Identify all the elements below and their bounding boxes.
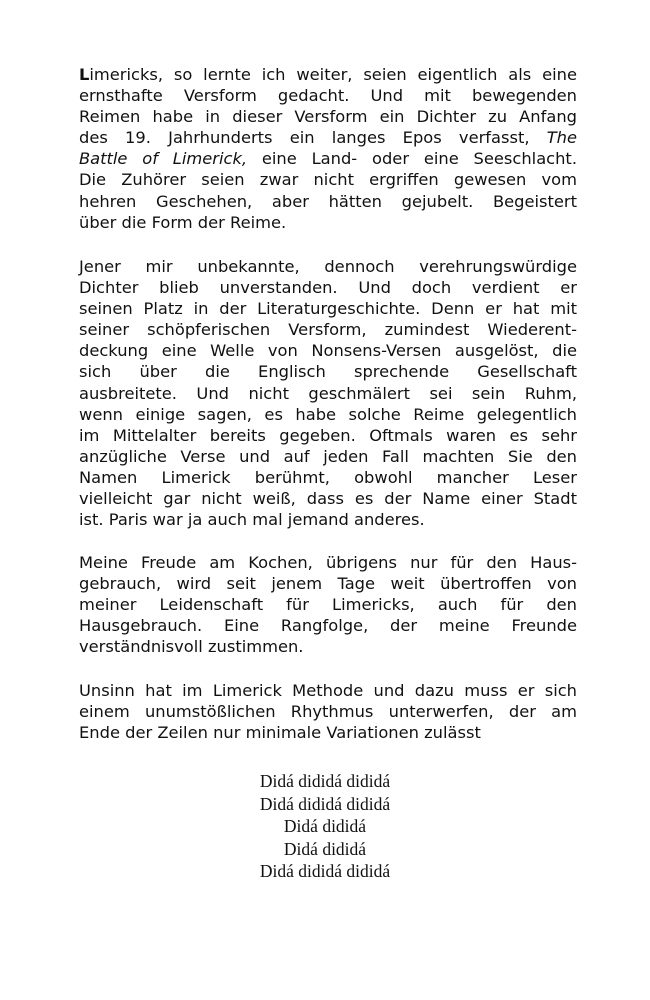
paragraph-3 [79,552,577,657]
text-line: Meine Freude am Kochen, übrigens nur für den Haus- [79,553,577,572]
text-line: Ende der Zeilen nur minimale Variationen zulässt [79,723,481,743]
text-line [79,64,577,85]
verse-line: Didá dididá dididá [259,771,391,791]
text-line: hehren Geschehen, aber hätten gejubelt. Begeistert [79,191,577,211]
text-line: Namen Limerick berühmt, obwohl mancher Leser [79,467,577,487]
book-title-text: The [546,128,577,148]
text-line: seinen Platz in der Literaturgeschichte. Denn er hat mit [79,299,577,319]
verse-line: Didá dididá [283,838,367,859]
text-line: gebrauch, wird seit jenem Tage weit übertroffen von [79,574,577,594]
text-line: einem unumstößlichen Rhythmus unterwerfen, der am [79,702,577,722]
verse-line: Didá dididá dididá [259,861,391,881]
text-line: Reimen habe in dieser Versform ein Dichter zu Anfang [79,107,577,127]
rhythm-verse [0,770,650,883]
book-title-text: Battle of Limerick, [79,149,248,169]
text-line: im Mittelalter bereits gegeben. Oftmals waren es sehr [79,425,577,445]
verse-line: Didá dididá [283,816,367,836]
text-line: wenn einige sagen, es habe solche Reime gelegentlich [79,404,577,424]
paragraph-4 [79,680,577,743]
line-text: des 19. Jahrhunderts ein langes Epos verfasst, [79,128,547,148]
text-line: deckung eine Welle von Nonsens-Versen ausgelöst, die [79,341,577,361]
text-line: Die Zuhörer seien zwar nicht ergriffen gewesen vom [79,170,577,190]
text-line: vielleicht gar nicht weiß, dass es der Name einer Stadt [79,489,577,509]
text-line: seiner schöpferischen Versform, zumindest Wiederent- [79,320,577,340]
line-text: eine Land- oder eine Seeschlacht. [247,149,577,169]
text-line: über die Form der Reime. [79,212,287,232]
text-line: verständnisvoll zustimmen. [79,637,304,657]
initial-letter: L [79,65,90,84]
paragraph-1 [79,64,577,233]
paragraph-2 [79,256,577,530]
text-line: ist. Paris war ja auch mal jemand anderes. [79,510,425,530]
text-line [79,148,577,169]
text-line: Jener mir unbekannte, dennoch verehrungswürdige [79,257,577,276]
text-line: anzügliche Verse und auf jeden Fall machten Sie den [79,446,577,466]
text-line: Dichter blieb unverstanden. Und doch verdient er [79,278,577,298]
text-line: sich über die Englisch sprechende Gesellschaft [79,362,577,382]
text-line: Unsinn hat im Limerick Methode und dazu muss er sich [79,681,577,700]
text-line: ernsthafte Versform gedacht. Und mit bewegenden [79,86,577,106]
text-line: ausbreitete. Und nicht geschmälert sei sein Ruhm, [79,383,577,403]
text-line [79,127,577,148]
text-line: Hausgebrauch. Eine Rangfolge, der meine Freunde [79,616,577,636]
text-line: meiner Leidenschaft für Limericks, auch für den [79,595,577,615]
verse-line: Didá dididá dididá [259,793,391,814]
line-text: imericks, so lernte ich weiter, seien eigentlich als eine [89,65,577,84]
